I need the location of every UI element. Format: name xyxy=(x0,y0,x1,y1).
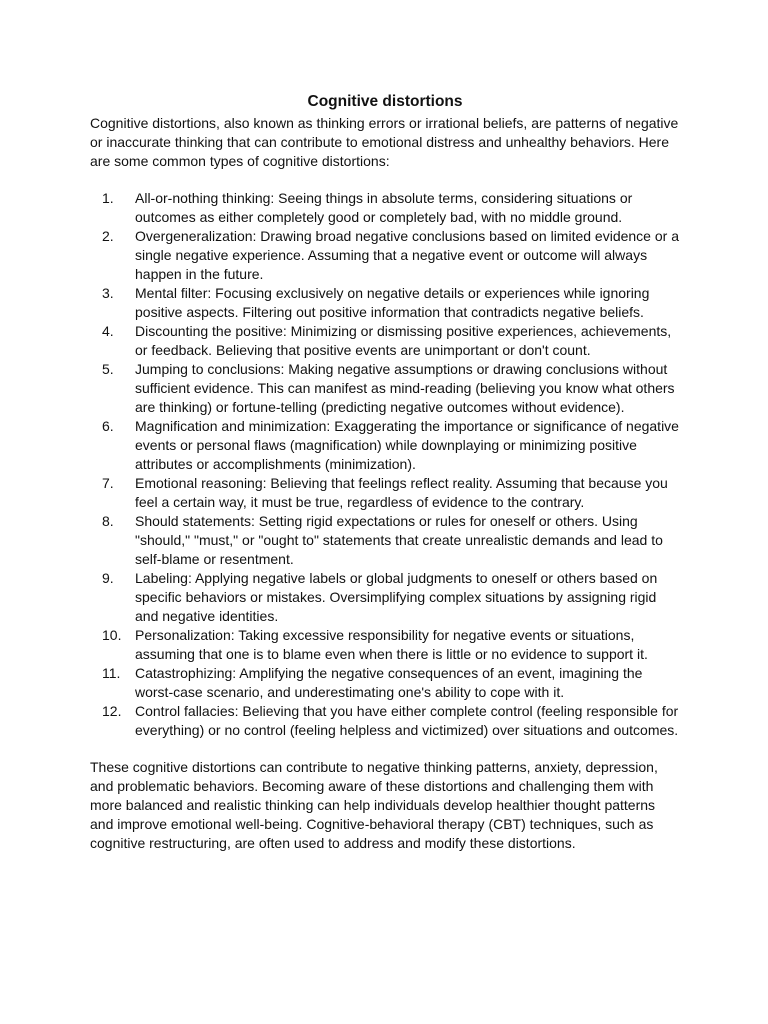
list-item xyxy=(90,569,680,626)
list-item xyxy=(90,417,680,474)
list-item xyxy=(90,702,680,740)
list-item-number: 7. xyxy=(102,475,114,491)
list-item xyxy=(90,664,680,702)
distortions-list xyxy=(90,189,680,740)
list-item-number: 2. xyxy=(102,228,114,244)
list-item xyxy=(90,227,680,284)
intro-paragraph: Cognitive distortions, also known as thinking errors or irrational beliefs, are patterns of negative or inaccurate thinking that can contribute to emotional distress and unhealthy behaviors. Here are some common types of cognitive distortions: xyxy=(90,115,679,169)
document-content xyxy=(90,92,680,853)
list-item-text: Should statements: Setting rigid expectations or rules for oneself or others. Using "should," "must," or "ought to" statements that create unrealistic demands and lead to self-blame or resentment. xyxy=(135,513,663,567)
list-item-number: 11. xyxy=(102,665,121,681)
list-item-text: Catastrophizing: Amplifying the negative consequences of an event, imagining the worst-case scenario, and underestimating one's ability to cope with it. xyxy=(135,665,643,700)
list-item-text: Discounting the positive: Minimizing or dismissing positive experiences, achievements, or feedback. Believing that positive events are unimportant or don't count. xyxy=(135,323,672,358)
list-item xyxy=(90,360,680,417)
list-item-number: 3. xyxy=(102,285,114,301)
list-item-number: 12. xyxy=(102,703,122,719)
list-item-text: Personalization: Taking excessive responsibility for negative events or situations, assuming that one is to blame even when there is little or no evidence to support it. xyxy=(135,627,648,662)
list-item-text: Control fallacies: Believing that you have either complete control (feeling responsible for everything) or no control (feeling helpless and victimized) over situations and outcomes. xyxy=(135,703,679,738)
list-item-text: Overgeneralization: Drawing broad negative conclusions based on limited evidence or a single negative experience. Assuming that a negative event or outcome will always happen in the future. xyxy=(135,228,679,282)
list-item-number: 5. xyxy=(102,361,114,377)
list-item xyxy=(90,474,680,512)
list-item xyxy=(90,512,680,569)
list-item-number: 6. xyxy=(102,418,114,434)
list-item-number: 4. xyxy=(102,323,114,339)
list-item-number: 1. xyxy=(102,190,114,206)
list-item xyxy=(90,322,680,360)
list-item xyxy=(90,284,680,322)
list-item-number: 9. xyxy=(102,570,114,586)
list-item xyxy=(90,189,680,227)
conclusion-paragraph: These cognitive distortions can contribute to negative thinking patterns, anxiety, depression, and problematic behaviors. Becoming aware of these distortions and challenging them with more balanced and realistic thinking can help individuals develop healthier thought patterns and improve emotional well-being. Cognitive-behavioral therapy (CBT) techniques, such as cognitive restructuring, are often used to address and modify these distortions. xyxy=(90,759,658,851)
document-title: Cognitive distortions xyxy=(307,93,463,110)
list-item-text: Emotional reasoning: Believing that feelings reflect reality. Assuming that because you feel a certain way, it must be true, regardless of evidence to the contrary. xyxy=(135,475,668,510)
list-item xyxy=(90,626,680,664)
list-item-number: 10. xyxy=(102,627,122,643)
list-item-text: Magnification and minimization: Exaggerating the importance or significance of negative events or personal flaws (magnification) while downplaying or minimizing positive attributes or accomplishments (minimization). xyxy=(135,418,679,472)
list-item-number: 8. xyxy=(102,513,114,529)
list-item-text: Labeling: Applying negative labels or global judgments to oneself or others based on specific behaviors or mistakes. Oversimplifying complex situations by assigning rigid and negative identities. xyxy=(135,570,658,624)
list-item-text: Mental filter: Focusing exclusively on negative details or experiences while ignoring positive aspects. Filtering out positive information that contradicts negative beliefs. xyxy=(135,285,650,320)
list-item-text: All-or-nothing thinking: Seeing things in absolute terms, considering situations or outcomes as either completely good or completely bad, with no middle ground. xyxy=(135,190,633,225)
list-item-text: Jumping to conclusions: Making negative assumptions or drawing conclusions without sufficient evidence. This can manifest as mind-reading (believing you know what others are thinking) or fortune-telling (predicting negative outcomes without evidence). xyxy=(135,361,675,415)
